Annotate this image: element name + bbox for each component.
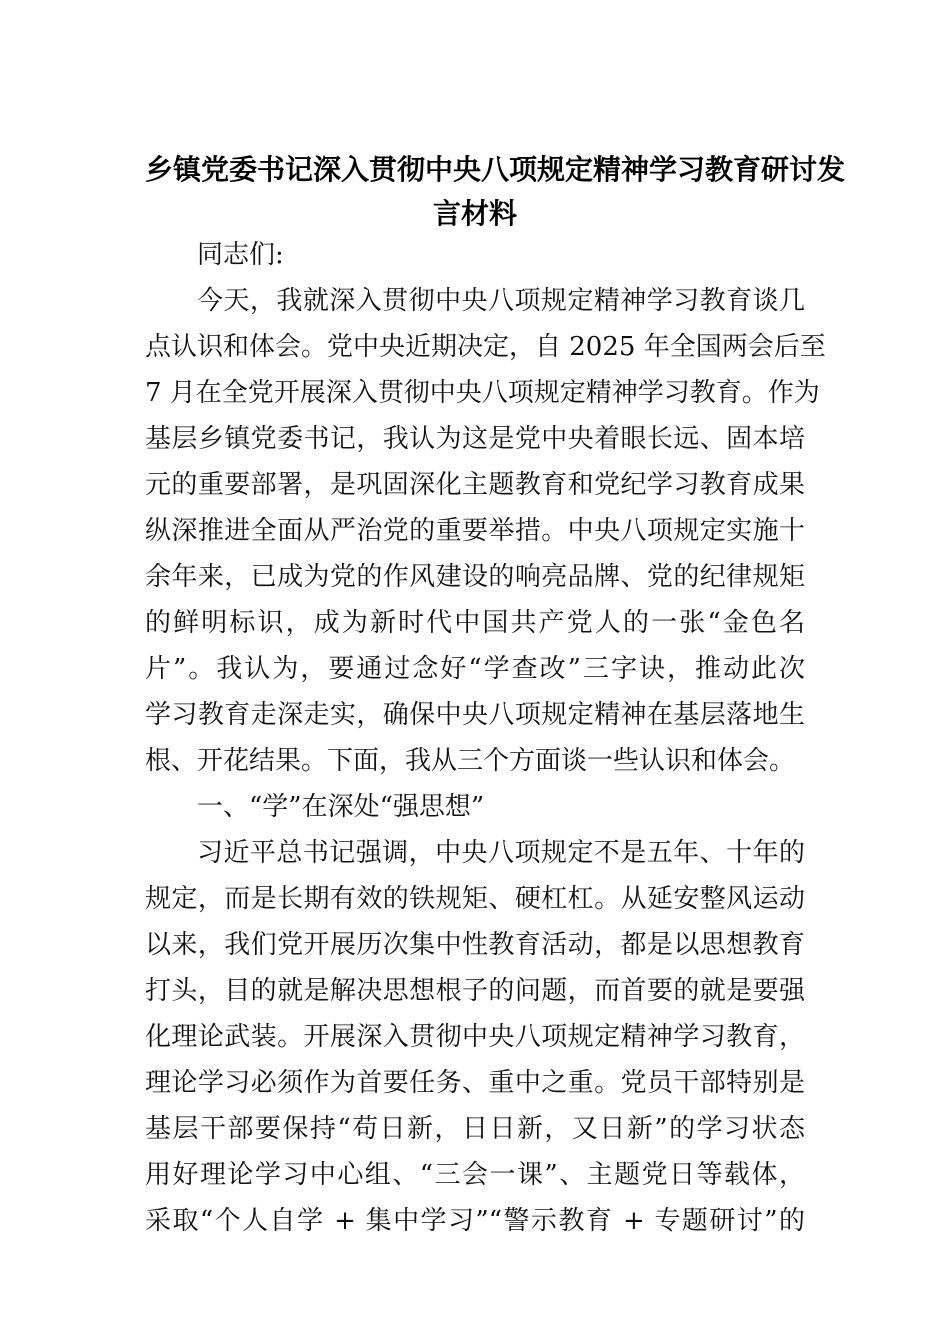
- body-line: 的鲜明标识，成为新时代中国共产党人的一张“金色名: [145, 608, 805, 638]
- body-line: 打头，目的就是解决思想根子的问题，而首要的就是要强: [145, 976, 805, 1006]
- body-line: 用好理论学习中心组、“三会一课”、主题党日等载体，: [145, 1160, 805, 1190]
- body-line: 根、开花结果。下面，我从三个方面谈一些认识和体会。: [145, 746, 796, 776]
- body-line: 习近平总书记强调，中央八项规定不是五年、十年的: [197, 838, 805, 868]
- body-line: 7 月在全党开展深入贯彻中央八项规定精神学习教育。作为: [145, 378, 820, 408]
- body-line: 今天，我就深入贯彻中央八项规定精神学习教育谈几: [197, 286, 805, 316]
- salutation: 同志们:: [197, 240, 284, 270]
- body-line: 化理论武装。开展深入贯彻中央八项规定精神学习教育，: [145, 1022, 805, 1052]
- body-line: 学习教育走深走实，确保中央八项规定精神在基层落地生: [145, 700, 805, 730]
- body-line: 采取“个人自学 + 集中学习”“警示教育 + 专题研讨”的: [145, 1206, 805, 1236]
- body-line: 以来，我们党开展历次集中性教育活动，都是以思想教育: [145, 930, 805, 960]
- body-line: 元的重要部署，是巩固深化主题教育和党纪学习教育成果: [145, 470, 805, 500]
- body-line: 基层干部要保持“苟日新，日日新，又日新”的学习状态: [145, 1114, 805, 1144]
- body-line: 纵深推进全面从严治党的重要举措。中央八项规定实施十: [145, 516, 805, 546]
- body-line: 理论学习必须作为首要任务、重中之重。党员干部特别是: [145, 1068, 805, 1098]
- section-heading-1: 一、“学”在深处“强思想”: [197, 792, 485, 822]
- body-line: 余年来，已成为党的作风建设的响亮品牌、党的纪律规矩: [145, 562, 805, 592]
- body-line: 规定，而是长期有效的铁规矩、硬杠杠。从延安整风运动: [145, 884, 805, 914]
- document-title-line-1: 乡镇党委书记深入贯彻中央八项规定精神学习教育研讨发: [145, 153, 846, 186]
- document-title-line-2: 言材料: [432, 197, 517, 230]
- body-line: 片”。我认为，要通过念好“学查改”三字诀，推动此次: [145, 654, 805, 684]
- body-line: 基层乡镇党委书记，我认为这是党中央着眼长远、固本培: [145, 424, 805, 454]
- body-line: 点认识和体会。党中央近期决定，自 2025 年全国两会后至: [145, 332, 826, 362]
